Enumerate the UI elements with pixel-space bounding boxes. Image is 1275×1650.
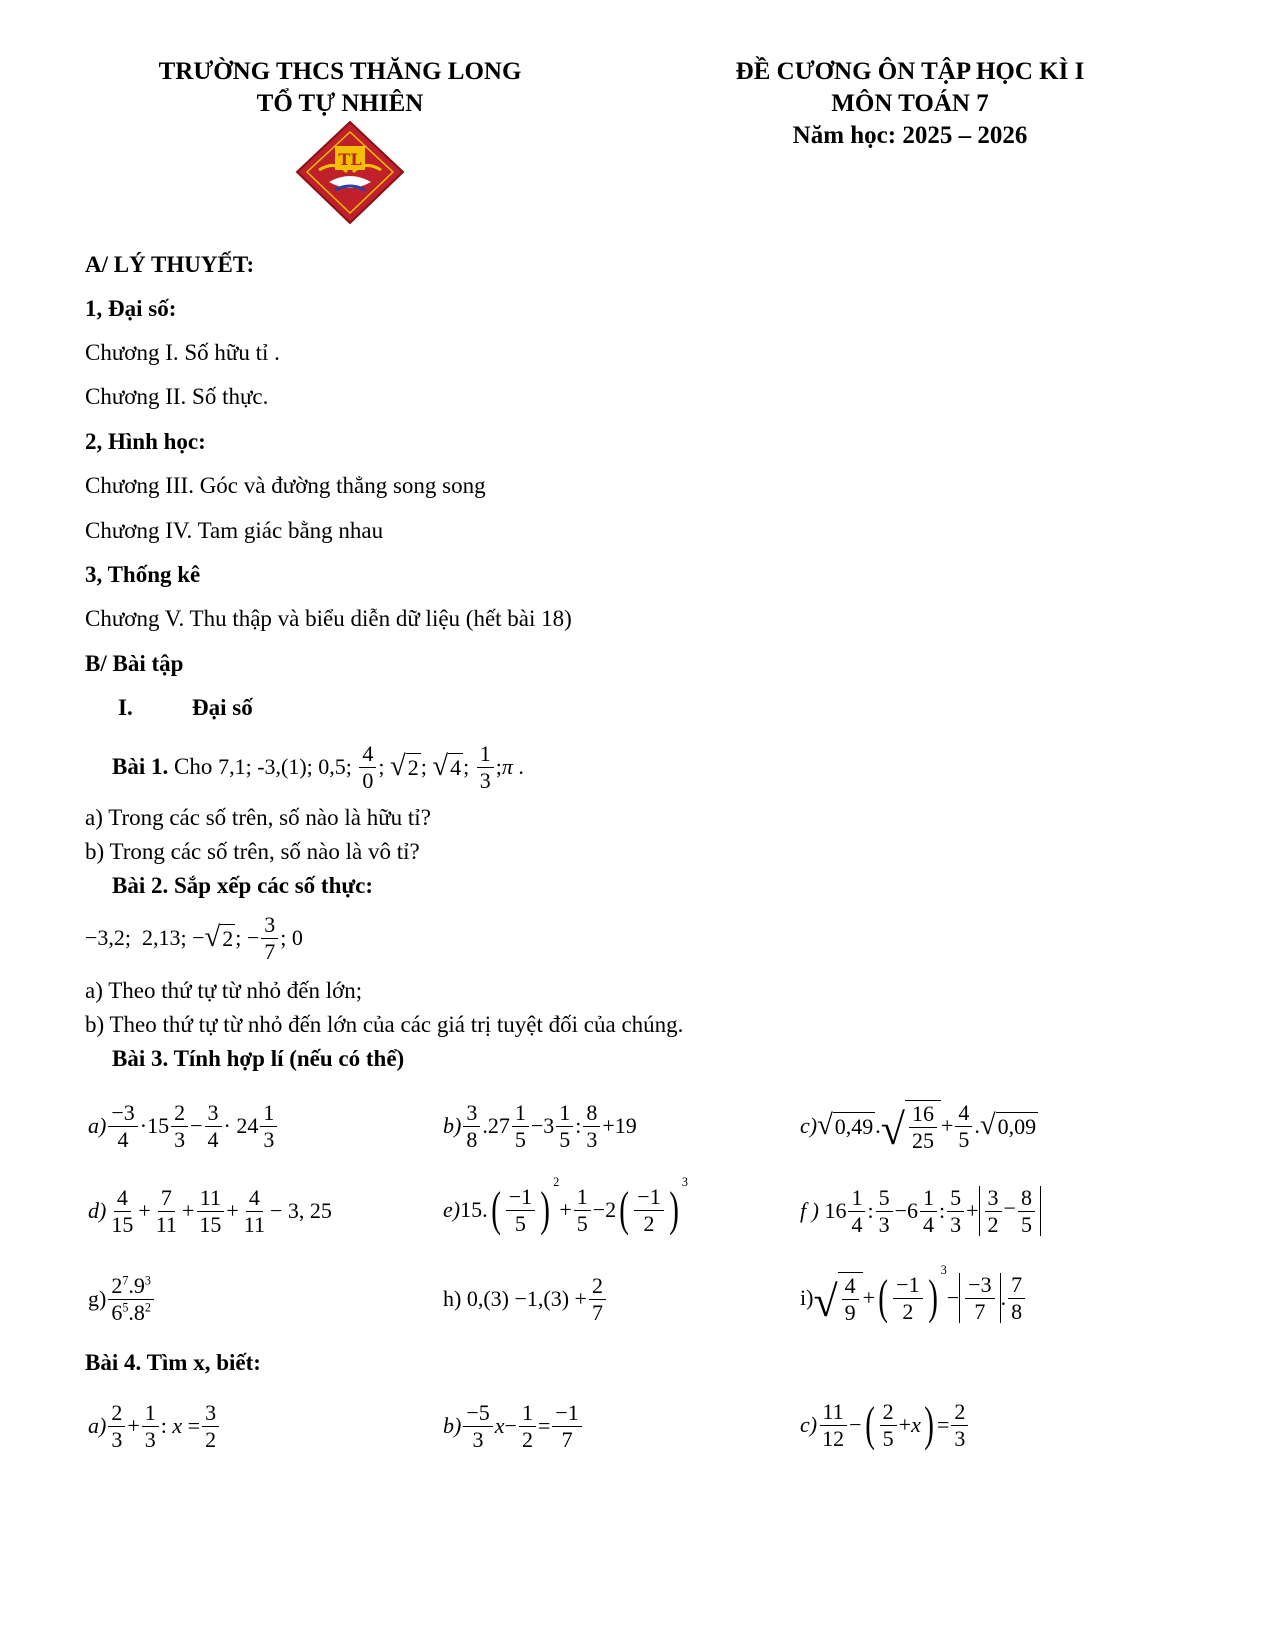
exercise-3-a: a) $\frac{-3}{4}$ ·15 $\frac{2}{3}$ − $\frac{3}{4}$ · 24 $\frac{1}{3}$ <box>88 1095 279 1157</box>
exercise-3-b: b) $\frac{3}{8}$ .27 $\frac{1}{5}$ −3 $\frac{1}{5}$ : $\frac{8}{3}$ +19 <box>443 1100 637 1152</box>
school-name: TRƯỜNG THCS THĂNG LONG <box>158 58 522 85</box>
exercise-1-label: Bài 1. <box>112 754 169 779</box>
chapter-5: Chương V. Thu thập và biểu diễn dữ liệu (hết bài 18) <box>85 606 572 631</box>
theory-title: A/ LÝ THUYẾT: <box>85 252 255 277</box>
algebra-title: 1, Đại số: <box>85 296 177 321</box>
exercise-2-title: Bài 2. Sắp xếp các số thực: <box>112 873 374 898</box>
exercise-4-b: b) $\frac{-5}{3}$ x − $\frac{1}{2}$ = $\frac{-1}{7}$ <box>443 1395 584 1457</box>
chapter-1: Chương I. Số hữu tỉ . <box>85 340 280 365</box>
exercise-2-numbers: −3,2; 2,13; − √ 2 ; − $\frac{3}{7}$ ; 0 <box>85 912 303 964</box>
section-number: I. <box>118 695 133 720</box>
exercise-3-d: d) $\frac{4}{15}$ + $\frac{7}{11}$ + $\frac{11}{15}$ + $\frac{4}{11}$ − 3, 25 <box>88 1185 332 1237</box>
exercise-3-h: h) 0,(3) −1,(3) + $\frac{2}{7}$ <box>443 1268 608 1330</box>
exercise-4-a: a) $\frac{2}{3}$ + $\frac{1}{3}$ : x = $\frac{3}{2}$ <box>88 1395 221 1457</box>
exercise-3-c: c) √ 0,49 . √ $\frac{16}{25}$ + $\frac{4}{5}$ . √ 0,09 <box>800 1100 1037 1154</box>
section-title: Đại số <box>192 695 253 720</box>
chapter-3: Chương III. Góc và đường thẳng song song <box>85 473 486 498</box>
chapter-4: Chương IV. Tam giác bằng nhau <box>85 518 384 543</box>
school-year: Năm học: 2025 – 2026 <box>792 122 1028 149</box>
document-title: ĐỀ CƯƠNG ÔN TẬP HỌC KÌ I <box>735 58 1085 85</box>
exercise-3-title: Bài 3. Tính hợp lí (nếu có thể) <box>112 1046 405 1071</box>
exercise-4-title: Bài 4. Tìm x, biết: <box>85 1350 261 1375</box>
exercise-1-statement: Bài 1. Cho 7,1; -3,(1); 0,5; $\frac{4}{0}$ ; √ 2 ; √ 4 ; $\frac{1}{3}$ ;π . <box>112 741 524 793</box>
exercise-4-c: c) $\frac{11}{12}$ − ( $\frac{2}{5}$ +x ) = $\frac{2}{3}$ <box>800 1390 970 1460</box>
exercise-2-a: a) Theo thứ tự từ nhỏ đến lớn; <box>85 978 363 1003</box>
exercise-1-b: b) Trong các số trên, số nào là vô tỉ? <box>85 839 420 864</box>
statistics-title: 3, Thống kê <box>85 562 201 587</box>
svg-text:TL: TL <box>338 150 362 169</box>
school-logo <box>295 120 405 225</box>
chapter-2: Chương II. Số thực. <box>85 384 269 409</box>
exercise-3-g: g) $\frac{2^7.9^3}{6^5.8^2}$ <box>88 1268 156 1330</box>
exercise-3-f: f ) 16 $\frac{1}{4}$ : $\frac{5}{3}$ −6 $\frac{1}{4}$ : $\frac{5}{3}$ + $\frac{3}{2}$ − $\frac{8}{5}$ <box>800 1180 1041 1242</box>
exercise-1-a: a) Trong các số trên, số nào là hữu tỉ? <box>85 805 431 830</box>
exercise-2-b: b) Theo thứ tự từ nhỏ đến lớn của các giá trị tuyệt đối của chúng. <box>85 1012 684 1037</box>
department-name: TỔ TỰ NHIÊN <box>256 90 424 117</box>
exercises-title: B/ Bài tập <box>85 651 184 676</box>
geometry-title: 2, Hình học: <box>85 429 206 454</box>
exercise-3-i: i) √ $\frac{4}{9}$ + ( $\frac{-1}{2}$ ) $^3$ − $\frac{-3}{7}$ . $\frac{7}{8}$ <box>800 1263 1027 1333</box>
subject-title: MÔN TOÁN 7 <box>831 90 989 117</box>
exercise-3-e: e) 15. ( $\frac{-1}{5}$ ) $^2$ + $\frac{1}{5}$ −2 ( $\frac{-1}{2}$ ) $^3$ <box>443 1175 688 1236</box>
